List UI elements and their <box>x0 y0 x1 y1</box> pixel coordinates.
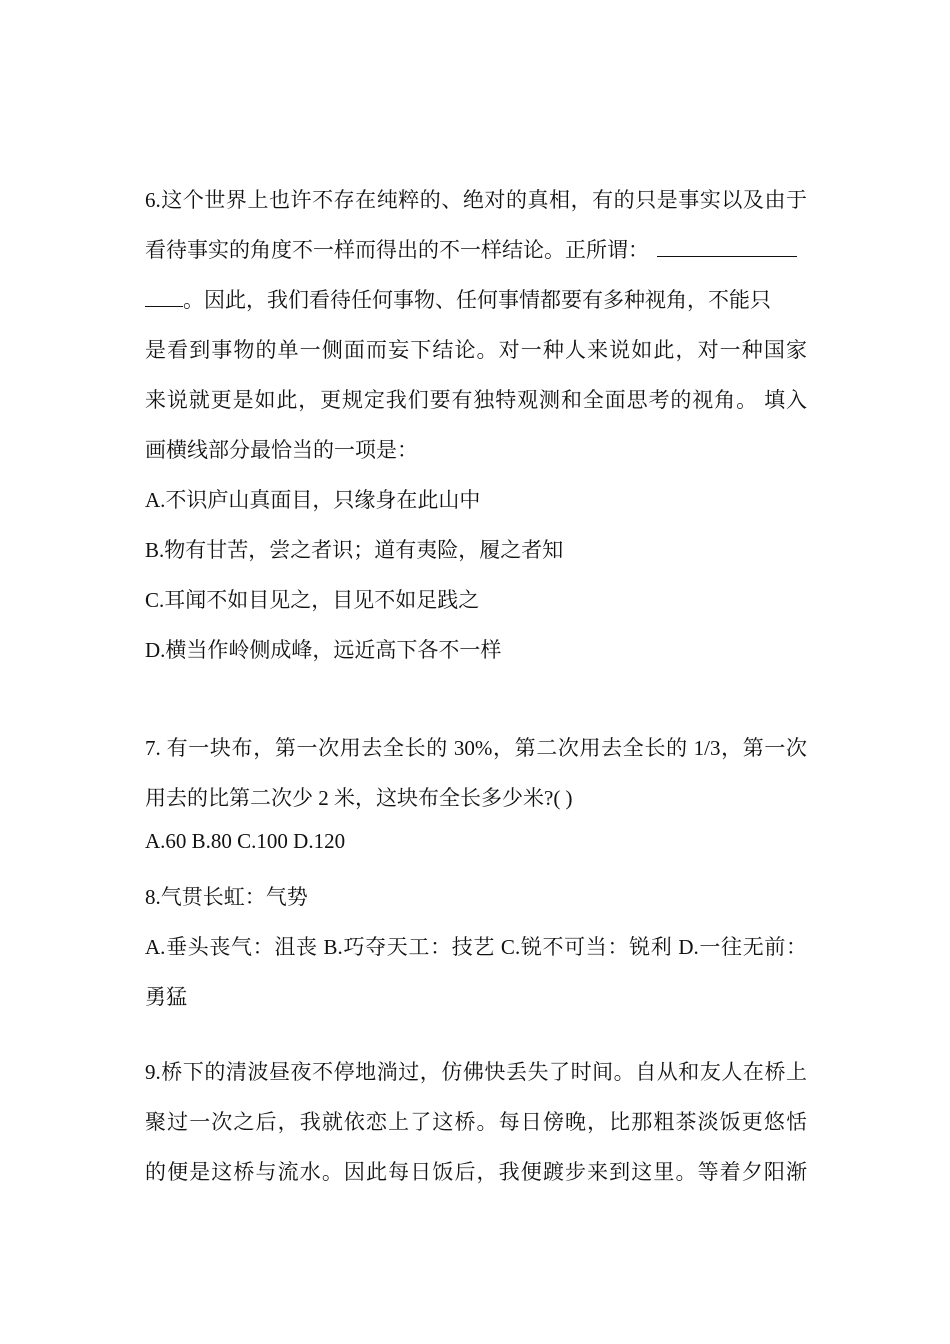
answer-blank <box>657 232 797 257</box>
question-7 <box>145 723 807 859</box>
answer-blank-continued <box>145 282 183 307</box>
question-8-line-1: 8.气贯长虹：气势 <box>145 885 308 909</box>
option-b: B.物有甘苦，尝之者识；道有夷险，履之者知 <box>145 538 564 562</box>
question-6 <box>145 175 807 675</box>
option-a: A.不识庐山真面目，只缘身在此山中 <box>145 488 481 512</box>
question-9-line-1: 9.桥下的清波昼夜不停地淌过，仿佛快丢失了时间。自从和友人在桥上 <box>145 1060 807 1084</box>
question-8-options: A.垂头丧气：沮丧 B.巧夺天工：技艺 C.锐不可当：锐利 D.一往无前： <box>145 935 807 959</box>
question-6-line-3-text: 。因此，我们看待任何事物、任何事情都要有多种视角，不能只 <box>183 288 771 312</box>
question-6-line-5: 来说就更是如此，更规定我们要有独特观测和全面思考的视角。 填入 <box>145 388 807 412</box>
option-c: C.耳闻不如目见之，目见不如足践之 <box>145 588 480 612</box>
question-6-line-1: 6.这个世界上也许不存在纯粹的、绝对的真相，有的只是事实以及由于 <box>145 188 807 212</box>
question-6-line-6: 画横线部分最恰当的一项是： <box>145 438 418 462</box>
question-7-options: A.60 B.80 C.100 D.120 <box>145 829 346 853</box>
question-7-line-2: 用去的比第二次少 2 米，这块布全长多少米?( ) <box>145 786 573 810</box>
question-6-line-2-text: 看待事实的角度不一样而得出的不一样结论。正所谓： <box>145 238 649 262</box>
question-9 <box>145 1047 807 1197</box>
question-7-line-1: 7. 有一块布，第一次用去全长的 30%，第二次用去全长的 1/3，第一次 <box>145 736 807 760</box>
question-6-line-4: 是看到事物的单一侧面而妄下结论。对一种人来说如此，对一种国家 <box>145 338 807 362</box>
question-8-options-continued: 勇猛 <box>145 985 187 1009</box>
question-8 <box>145 872 807 1022</box>
question-9-line-3: 的便是这桥与流水。因此每日饭后，我便踱步来到这里。等着夕阳渐 <box>145 1160 807 1184</box>
option-d: D.横当作岭侧成峰，远近高下各不一样 <box>145 638 502 662</box>
question-6-line-3 <box>145 275 807 325</box>
question-6-line-2 <box>145 225 807 275</box>
question-9-line-2: 聚过一次之后，我就依恋上了这桥。每日傍晚，比那粗茶淡饭更悠恬 <box>145 1110 807 1134</box>
